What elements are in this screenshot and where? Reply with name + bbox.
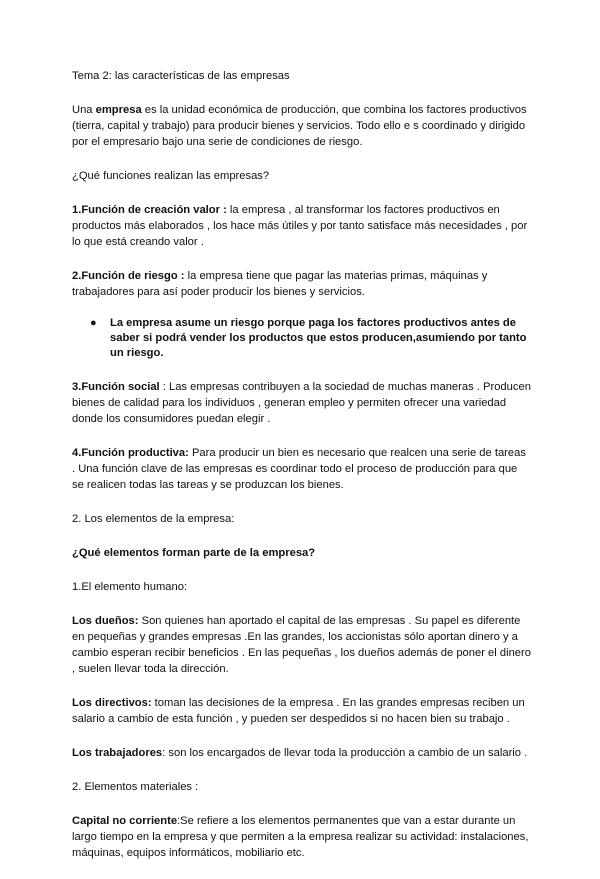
capital-text: :Se refiere a los elementos permanentes que van a estar durante un largo tiempo en la empresa y que permiten a la empresa realizar su actividad: instalaciones, máquinas, equipos informáticos, mobiliario etc. (72, 815, 529, 859)
function-4-heading: 4.Función productiva: (72, 447, 189, 459)
directors-text: toman las decisiones de la empresa . En las grandes empresas reciben un salario a cambio de esta función , y pueden ser despedidos si no hacen bien su trabajo . (72, 697, 525, 725)
function-3-paragraph (72, 379, 532, 427)
section-2-heading: 2. Los elementos de la empresa: (72, 513, 235, 525)
function-1-paragraph (72, 202, 532, 250)
function-4-text: Para producir un bien es necesario que realcen una serie de tareas . Una función clave de las empresas es coordinar todo el proceso de producción para que se realicen todas las tareas y se produzcan los bienes. (72, 447, 526, 491)
capital-paragraph (72, 813, 532, 861)
function-4-paragraph (72, 445, 532, 493)
capital-heading: Capital no corriente (72, 815, 178, 827)
question-functions: ¿Qué funciones realizan las empresas? (72, 170, 270, 182)
function-2-text: la empresa tiene que pagar las materias primas, máquinas y trabajadores para así poder producir los bienes y servicios. (72, 270, 488, 298)
function-2-paragraph (72, 268, 532, 300)
risk-bullet-item (72, 316, 532, 361)
document-page (72, 68, 532, 879)
directors-paragraph (72, 695, 532, 727)
risk-bullet-text: La empresa asume un riesgo porque paga los factores productivos antes de saber si podrá vender los productos que estos producen,asumiendo por tanto un riesgo. (110, 317, 527, 359)
function-3-text: : Las empresas contribuyen a la sociedad de muchas maneras . Producen bienes de calidad para los individuos , generan empleo y permiten ofrecer una variedad donde los consumidores puedan elegir . (72, 381, 531, 425)
question-elements-text: ¿Qué elementos forman parte de la empresa? (72, 547, 316, 559)
intro-paragraph (72, 102, 532, 150)
owners-paragraph (72, 613, 532, 677)
function-1-heading: 1.Función de creación valor : (72, 204, 227, 216)
intro-pre: Una (72, 104, 96, 116)
function-2-heading: 2.Función de riesgo : (72, 270, 185, 282)
workers-heading: Los trabajadores (72, 747, 163, 759)
subsection-human: 1.El elemento humano: (72, 581, 188, 593)
intro-text: es la unidad económica de producción, que combina los factores productivos (tierra, capital y trabajo) para producir bienes y servicios. Todo ello e s coordinado y dirigido por el empresario bajo una serie de condiciones de riesgo. (72, 104, 527, 148)
function-1-text: la empresa , al transformar los factores productivos en productos más elaborados , los hace más útiles y por tanto satisface más necesidades , por lo que está creando valor . (72, 204, 528, 248)
workers-text: : son los encargados de llevar toda la producción a cambio de un salario . (162, 747, 528, 759)
bullet-dot-icon: ● (90, 317, 97, 329)
owners-text: Son quienes han aportado el capital de las empresas . Su papel es diferente en pequeñas y grandes empresas .En las grandes, los accionistas sólo aportan dinero y a cambio esperan recibir beneficios . En las pequeñas , los dueños además de poner el dinero , suelen llevar toda la dirección. (72, 615, 531, 675)
question-elements (72, 545, 532, 561)
workers-paragraph (72, 745, 532, 761)
function-3-heading: 3.Función social (72, 381, 160, 393)
directors-heading: Los directivos: (72, 697, 152, 709)
owners-heading: Los dueños: (72, 615, 139, 627)
intro-bold-term: empresa (95, 104, 142, 116)
subsection-material: 2. Elementos materiales : (72, 781, 199, 793)
doc-title: Tema 2: las características de las empresas (72, 70, 290, 82)
